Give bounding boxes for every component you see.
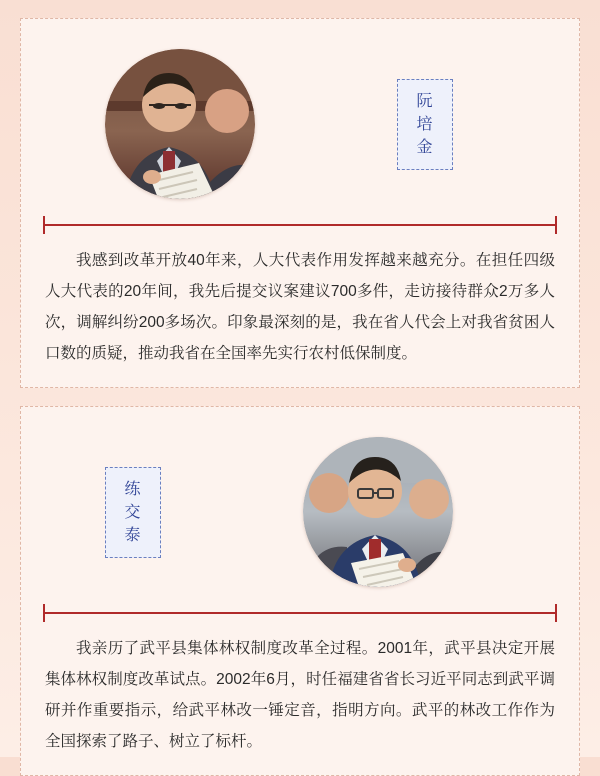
portrait-row-1 xyxy=(43,35,557,209)
divider-1 xyxy=(43,215,557,233)
portrait-row-2 xyxy=(43,423,557,597)
divider-tick-right xyxy=(555,604,557,622)
testimonial-card-1 xyxy=(20,18,580,388)
avatar xyxy=(105,49,255,199)
divider-bar xyxy=(43,612,557,614)
speaker-name-1: 阮 培 金 xyxy=(397,79,453,170)
speaker-name-2: 练 交 泰 xyxy=(105,467,161,558)
testimonial-text-1: 我感到改革开放40年来，人大代表作用发挥越来越充分。在担任四级人大代表的20年间，我先后提交议案建议700多件，走访接待群众2万多人次，调解纠纷200多场次。印象最深刻的是，我在省人代会上对我省贫困人口数的质疑，推动我省在全国率先实行农村低保制度。 xyxy=(45,252,555,362)
testimonial-card-2 xyxy=(20,406,580,776)
divider-2 xyxy=(43,603,557,621)
avatar xyxy=(303,437,453,587)
testimonial-text-2: 我亲历了武平县集体林权制度改革全过程。2001年，武平县决定开展集体林权制度改革试点。2002年6月，时任福建省省长习近平同志到武平调研并作重要指示，给武平林改一锤定音，指明方向。武平的林改工作作为全国探索了路子、树立了标杆。 xyxy=(45,640,555,750)
divider-bar xyxy=(43,224,557,226)
divider-tick-right xyxy=(555,216,557,234)
